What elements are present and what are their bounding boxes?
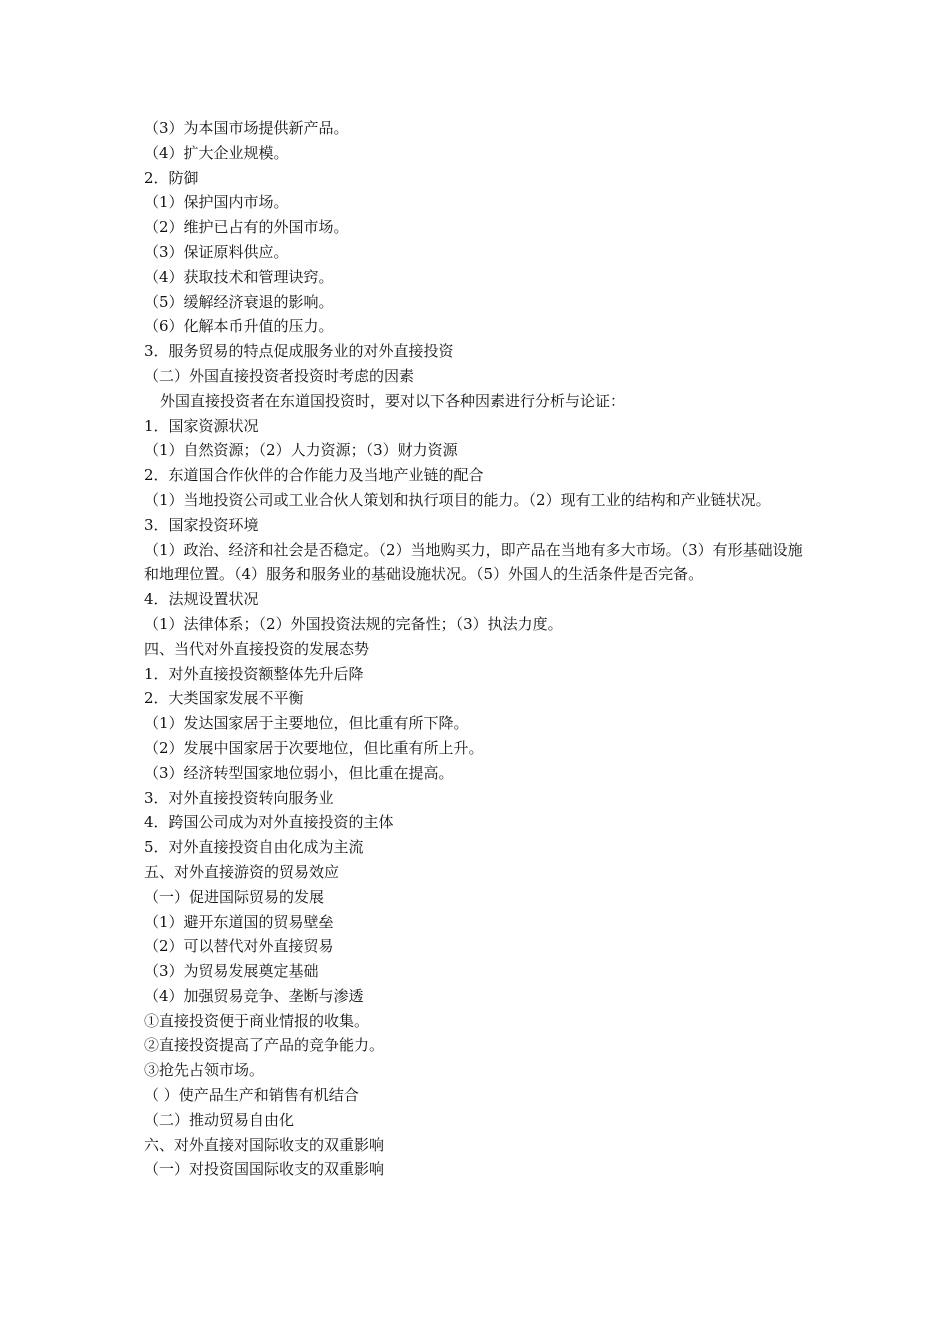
paragraph: （1）当地投资公司或工业合伙人策划和执行项目的能力。（2）现有工业的结构和产业链状况。: [144, 490, 771, 509]
section-heading: 1．国家资源状况: [144, 416, 259, 435]
section-heading: 2．大类国家发展不平衡: [144, 689, 304, 708]
section-heading: （一）对投资国国际收支的双重影响: [144, 1160, 385, 1179]
section-heading: （二）推动贸易自由化: [144, 1110, 295, 1129]
section-heading: （二）外国直接投资者投资时考虑的因素: [144, 366, 415, 385]
list-item: （2）维护已占有的外国市场。: [144, 218, 349, 237]
section-heading: 3．对外直接投资转向服务业: [144, 788, 334, 807]
section-heading: 3．国家投资环境: [144, 515, 259, 534]
list-item: （4）扩大企业规模。: [144, 143, 289, 162]
chapter-heading: 六、对外直接对国际收支的双重影响: [144, 1135, 385, 1154]
section-heading: （一）促进国际贸易的发展: [144, 887, 325, 906]
paragraph: （1）政治、经济和社会是否稳定。（2）当地购买力，即产品在当地有多大市场。（3）有形基础设施和地理位置。（4）服务和服务业的基础设施状况。（5）外国人的生活条件是否完备。: [144, 540, 803, 584]
list-item: （3）保证原料供应。: [144, 242, 289, 261]
list-item: （ ）使产品生产和销售有机结合: [144, 1086, 359, 1105]
list-item: （2）发展中国家居于次要地位，但比重有所上升。: [144, 738, 484, 757]
section-heading: 5．对外直接投资自由化成为主流: [144, 838, 364, 857]
section-heading: 4．跨国公司成为对外直接投资的主体: [144, 813, 394, 832]
document-body: [144, 116, 814, 1182]
list-item: （6）化解本币升值的压力。: [144, 317, 334, 336]
list-item: （2）可以替代对外直接贸易: [144, 937, 334, 956]
list-item: （1）避开东道国的贸易壁垒: [144, 912, 334, 931]
list-item: （3）经济转型国家地位弱小，但比重在提高。: [144, 763, 454, 782]
list-item: （3）为贸易发展奠定基础: [144, 962, 319, 981]
list-item: （3）为本国市场提供新产品。: [144, 119, 349, 137]
list-item: ③抢先占领市场。: [144, 1061, 265, 1080]
chapter-heading: 五、对外直接游资的贸易效应: [144, 862, 340, 881]
chapter-heading: 四、当代对外直接投资的发展态势: [144, 639, 370, 658]
list-item: （1）发达国家居于主要地位，但比重有所下降。: [144, 714, 469, 733]
section-heading: 1．对外直接投资额整体先升后降: [144, 664, 364, 683]
list-item: （5）缓解经济衰退的影响。: [144, 292, 334, 311]
list-item: ①直接投资便于商业情报的收集。: [144, 1011, 370, 1030]
section-heading: 3．服务贸易的特点促成服务业的对外直接投资: [144, 342, 454, 361]
paragraph: 外国直接投资者在东道国投资时，要对以下各种因素进行分析与论证：: [160, 391, 626, 410]
section-heading: 2．东道国合作伙伴的合作能力及当地产业链的配合: [144, 466, 484, 485]
list-item: （4）加强贸易竞争、垄断与渗透: [144, 986, 364, 1005]
section-heading: 4．法规设置状况: [144, 590, 259, 609]
list-item: （1）保护国内市场。: [144, 193, 289, 212]
list-item: （1）自然资源；（2）人力资源；（3）财力资源: [144, 441, 458, 460]
section-heading: 2．防御: [144, 168, 199, 187]
list-item: （4）获取技术和管理诀窍。: [144, 267, 334, 286]
list-item: （1）法律体系；（2）外国投资法规的完备性；（3）执法力度。: [144, 614, 563, 633]
list-item: ②直接投资提高了产品的竞争能力。: [144, 1036, 385, 1055]
